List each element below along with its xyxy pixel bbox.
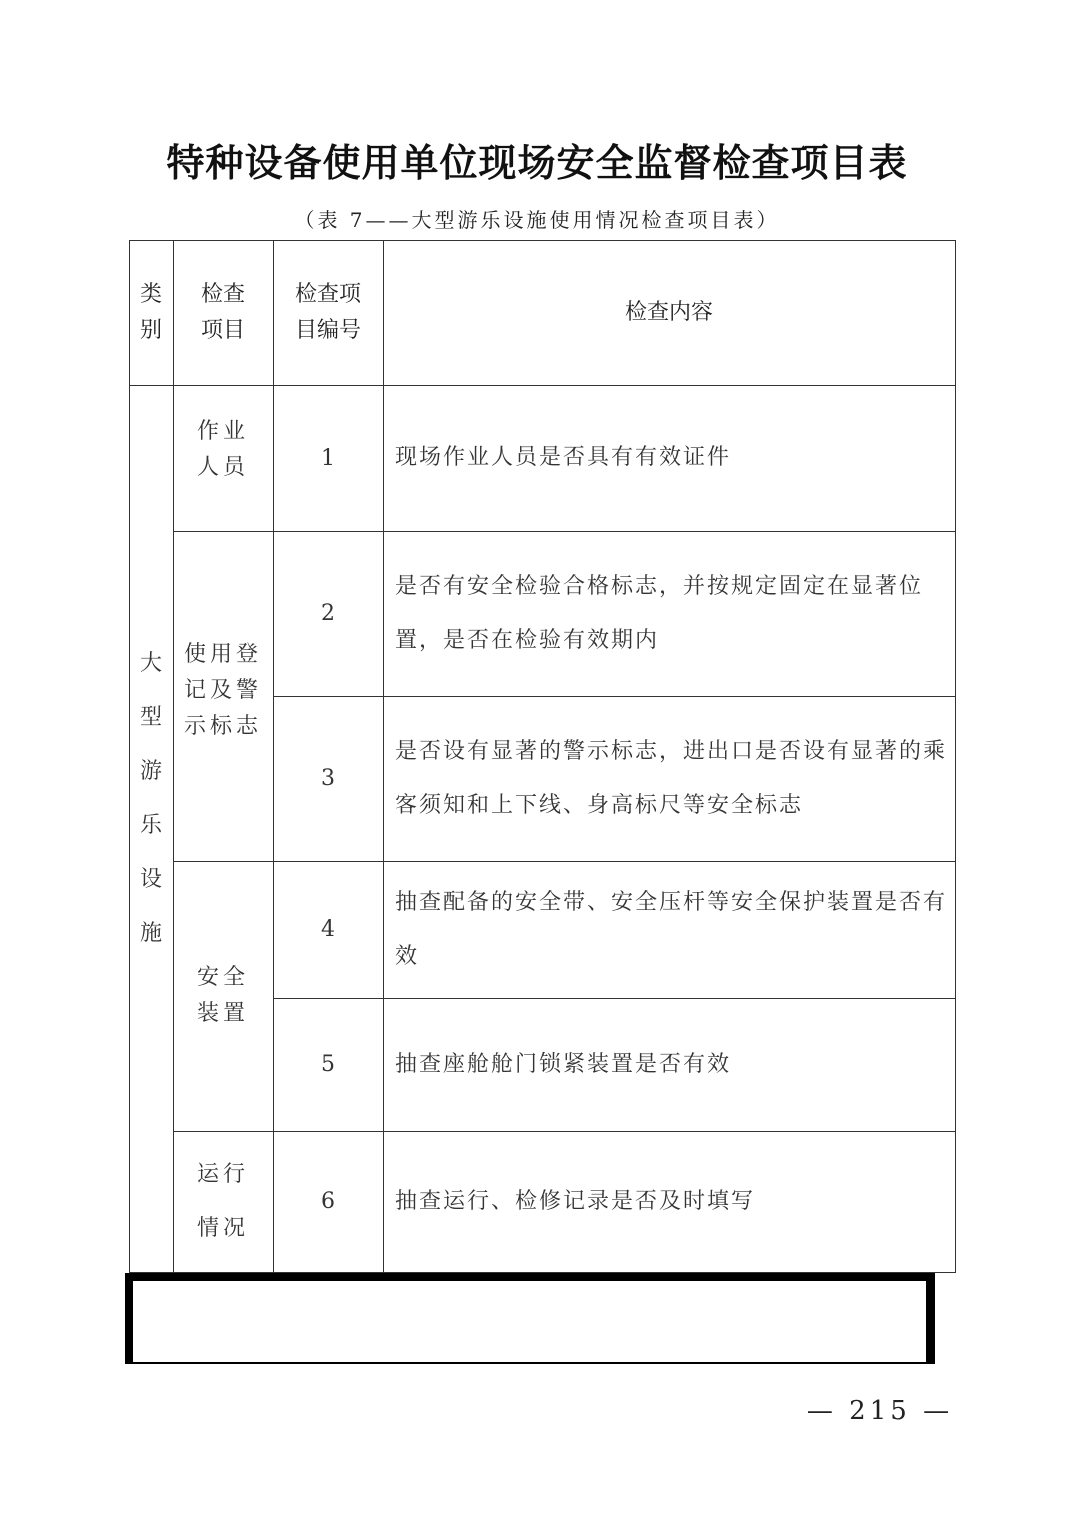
header-number-label: 检查项 目编号 (294, 281, 361, 343)
header-item (173, 240, 273, 385)
category-label: 大 型 游 乐 设 施 (139, 650, 162, 946)
row-content (383, 998, 955, 1131)
row-number (273, 861, 383, 998)
group-label: 安全 装置 (196, 965, 249, 1026)
row-content (383, 861, 955, 998)
header-category-label: 类 别 (139, 281, 162, 343)
header-content (383, 240, 955, 385)
row-number (273, 531, 383, 696)
header-category (129, 240, 173, 385)
group-label: 运行 情况 (196, 1161, 249, 1241)
row-number-text: 4 (321, 917, 335, 942)
row-number-text: 1 (321, 445, 335, 471)
row-number-text: 6 (321, 1189, 335, 1214)
row-content-text: 抽查座舱舱门锁紧装置是否有效 (395, 1051, 732, 1077)
page-number: — 215 — (806, 1396, 954, 1426)
row-content-text: 是否有安全检验合格标志，并按规定固定在显著位置，是否在检验有效期内 (395, 573, 924, 653)
row-content (383, 531, 955, 696)
header-item-label: 检查 项目 (200, 281, 245, 343)
row-content (383, 385, 955, 531)
group-cell (173, 861, 273, 1131)
row-number (273, 998, 383, 1131)
box-bottom-edge (125, 1362, 935, 1364)
row-content-text: 抽查运行、检修记录是否及时填写 (395, 1188, 756, 1214)
group-cell (173, 385, 273, 531)
group-cell (173, 1131, 273, 1272)
page-title: 特种设备使用单位现场安全监督检查项目表 (166, 141, 908, 185)
row-number-text: 3 (321, 766, 335, 791)
group-cell (173, 531, 273, 861)
row-number-text: 5 (321, 1052, 335, 1077)
box-left-edge (125, 1273, 133, 1364)
row-number (273, 385, 383, 531)
group-label: 作业 人员 (196, 419, 249, 480)
row-content-text: 现场作业人员是否具有有效证件 (395, 445, 732, 470)
header-content-label: 检查内容 (624, 299, 713, 325)
row-number (273, 1131, 383, 1272)
row-number-text: 2 (321, 601, 335, 626)
row-content-text: 抽查配备的安全带、安全压杆等安全保护装置是否有效 (395, 889, 948, 969)
category-cell (129, 385, 173, 1272)
row-content (383, 696, 955, 861)
box-right-edge (926, 1273, 935, 1364)
table-border-right (955, 240, 956, 1273)
group-label: 使用登 记及警 示标志 (183, 642, 262, 739)
row-content (383, 1131, 955, 1272)
header-number (273, 240, 383, 385)
row-content-text: 是否设有显著的警示标志，进出口是否设有显著的乘客须知和上下线、身高标尺等安全标志 (395, 738, 948, 818)
row-number (273, 696, 383, 861)
box-top-edge (125, 1273, 935, 1281)
table-subtitle: （表 7——大型游乐设施使用情况检查项目表） (294, 208, 780, 232)
